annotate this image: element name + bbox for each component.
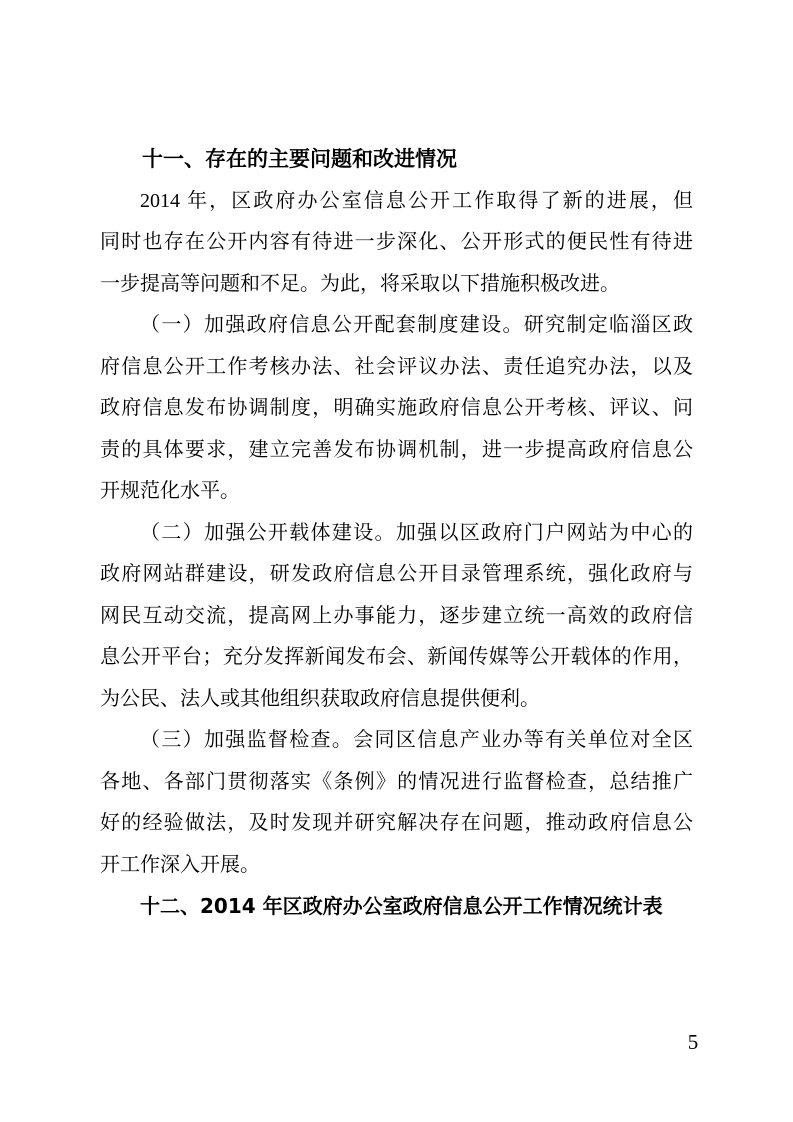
text-line: 网民互动交流，提高网上办事能力，逐步建立统一高效的政府信 — [100, 604, 693, 627]
text-line: （二）加强公开载体建设。加强以区政府门户网站为中心的 — [140, 521, 693, 544]
paragraph — [100, 513, 693, 721]
text-line: 政府网站群建设，研发政府信息公开目录管理系统，强化政府与 — [100, 563, 693, 585]
text-line: 府信息公开工作考核办法、社会评议办法、责任追究办法，以及 — [100, 355, 693, 378]
text-line: 为公民、法人或其他组织获取政府信息提供便利。 — [100, 687, 540, 710]
text-line: 各地、各部门贯彻落实《条例》的情况进行监督检查，总结推广 — [100, 770, 693, 793]
paragraph — [100, 181, 693, 306]
paragraph — [100, 305, 693, 513]
text-line: 开规范化水平。 — [100, 480, 240, 502]
text-line: （一）加强政府信息公开配套制度建设。研究制定临淄区政 — [140, 314, 693, 336]
text-line: 好的经验做法，及时发现并研究解决存在问题，推动政府信息公 — [100, 812, 693, 834]
text-line: 政府信息发布协调制度，明确实施政府信息公开考核、评议、问 — [100, 397, 693, 419]
document-body — [100, 139, 693, 928]
text-line: 息公开平台；充分发挥新闻发布会、新闻传媒等公开载体的作用， — [100, 646, 693, 668]
text-line: 同时也存在公开内容有待进一步深化、公开形式的便民性有待进 — [100, 231, 693, 253]
text-line: 2014 年，区政府办公室信息公开工作取得了新的进展，但 — [140, 189, 693, 212]
paragraph — [100, 720, 693, 886]
text-line: 责的具体要求，建立完善发布协调机制，进一步提高政府信息公 — [100, 438, 693, 461]
page-number: 5 — [687, 1030, 699, 1054]
text-line: （三）加强监督检查。会同区信息产业办等有关单位对全区 — [140, 729, 693, 751]
text-line: 一步提高等问题和不足。为此，将采取以下措施积极改进。 — [100, 272, 620, 295]
section-heading-12: 十二、2014 年区政府办公室政府信息公开工作情况统计表 — [140, 894, 663, 918]
text-line: 开工作深入开展。 — [100, 853, 260, 876]
section-heading-11: 十一、存在的主要问题和改进情况 — [142, 147, 457, 171]
